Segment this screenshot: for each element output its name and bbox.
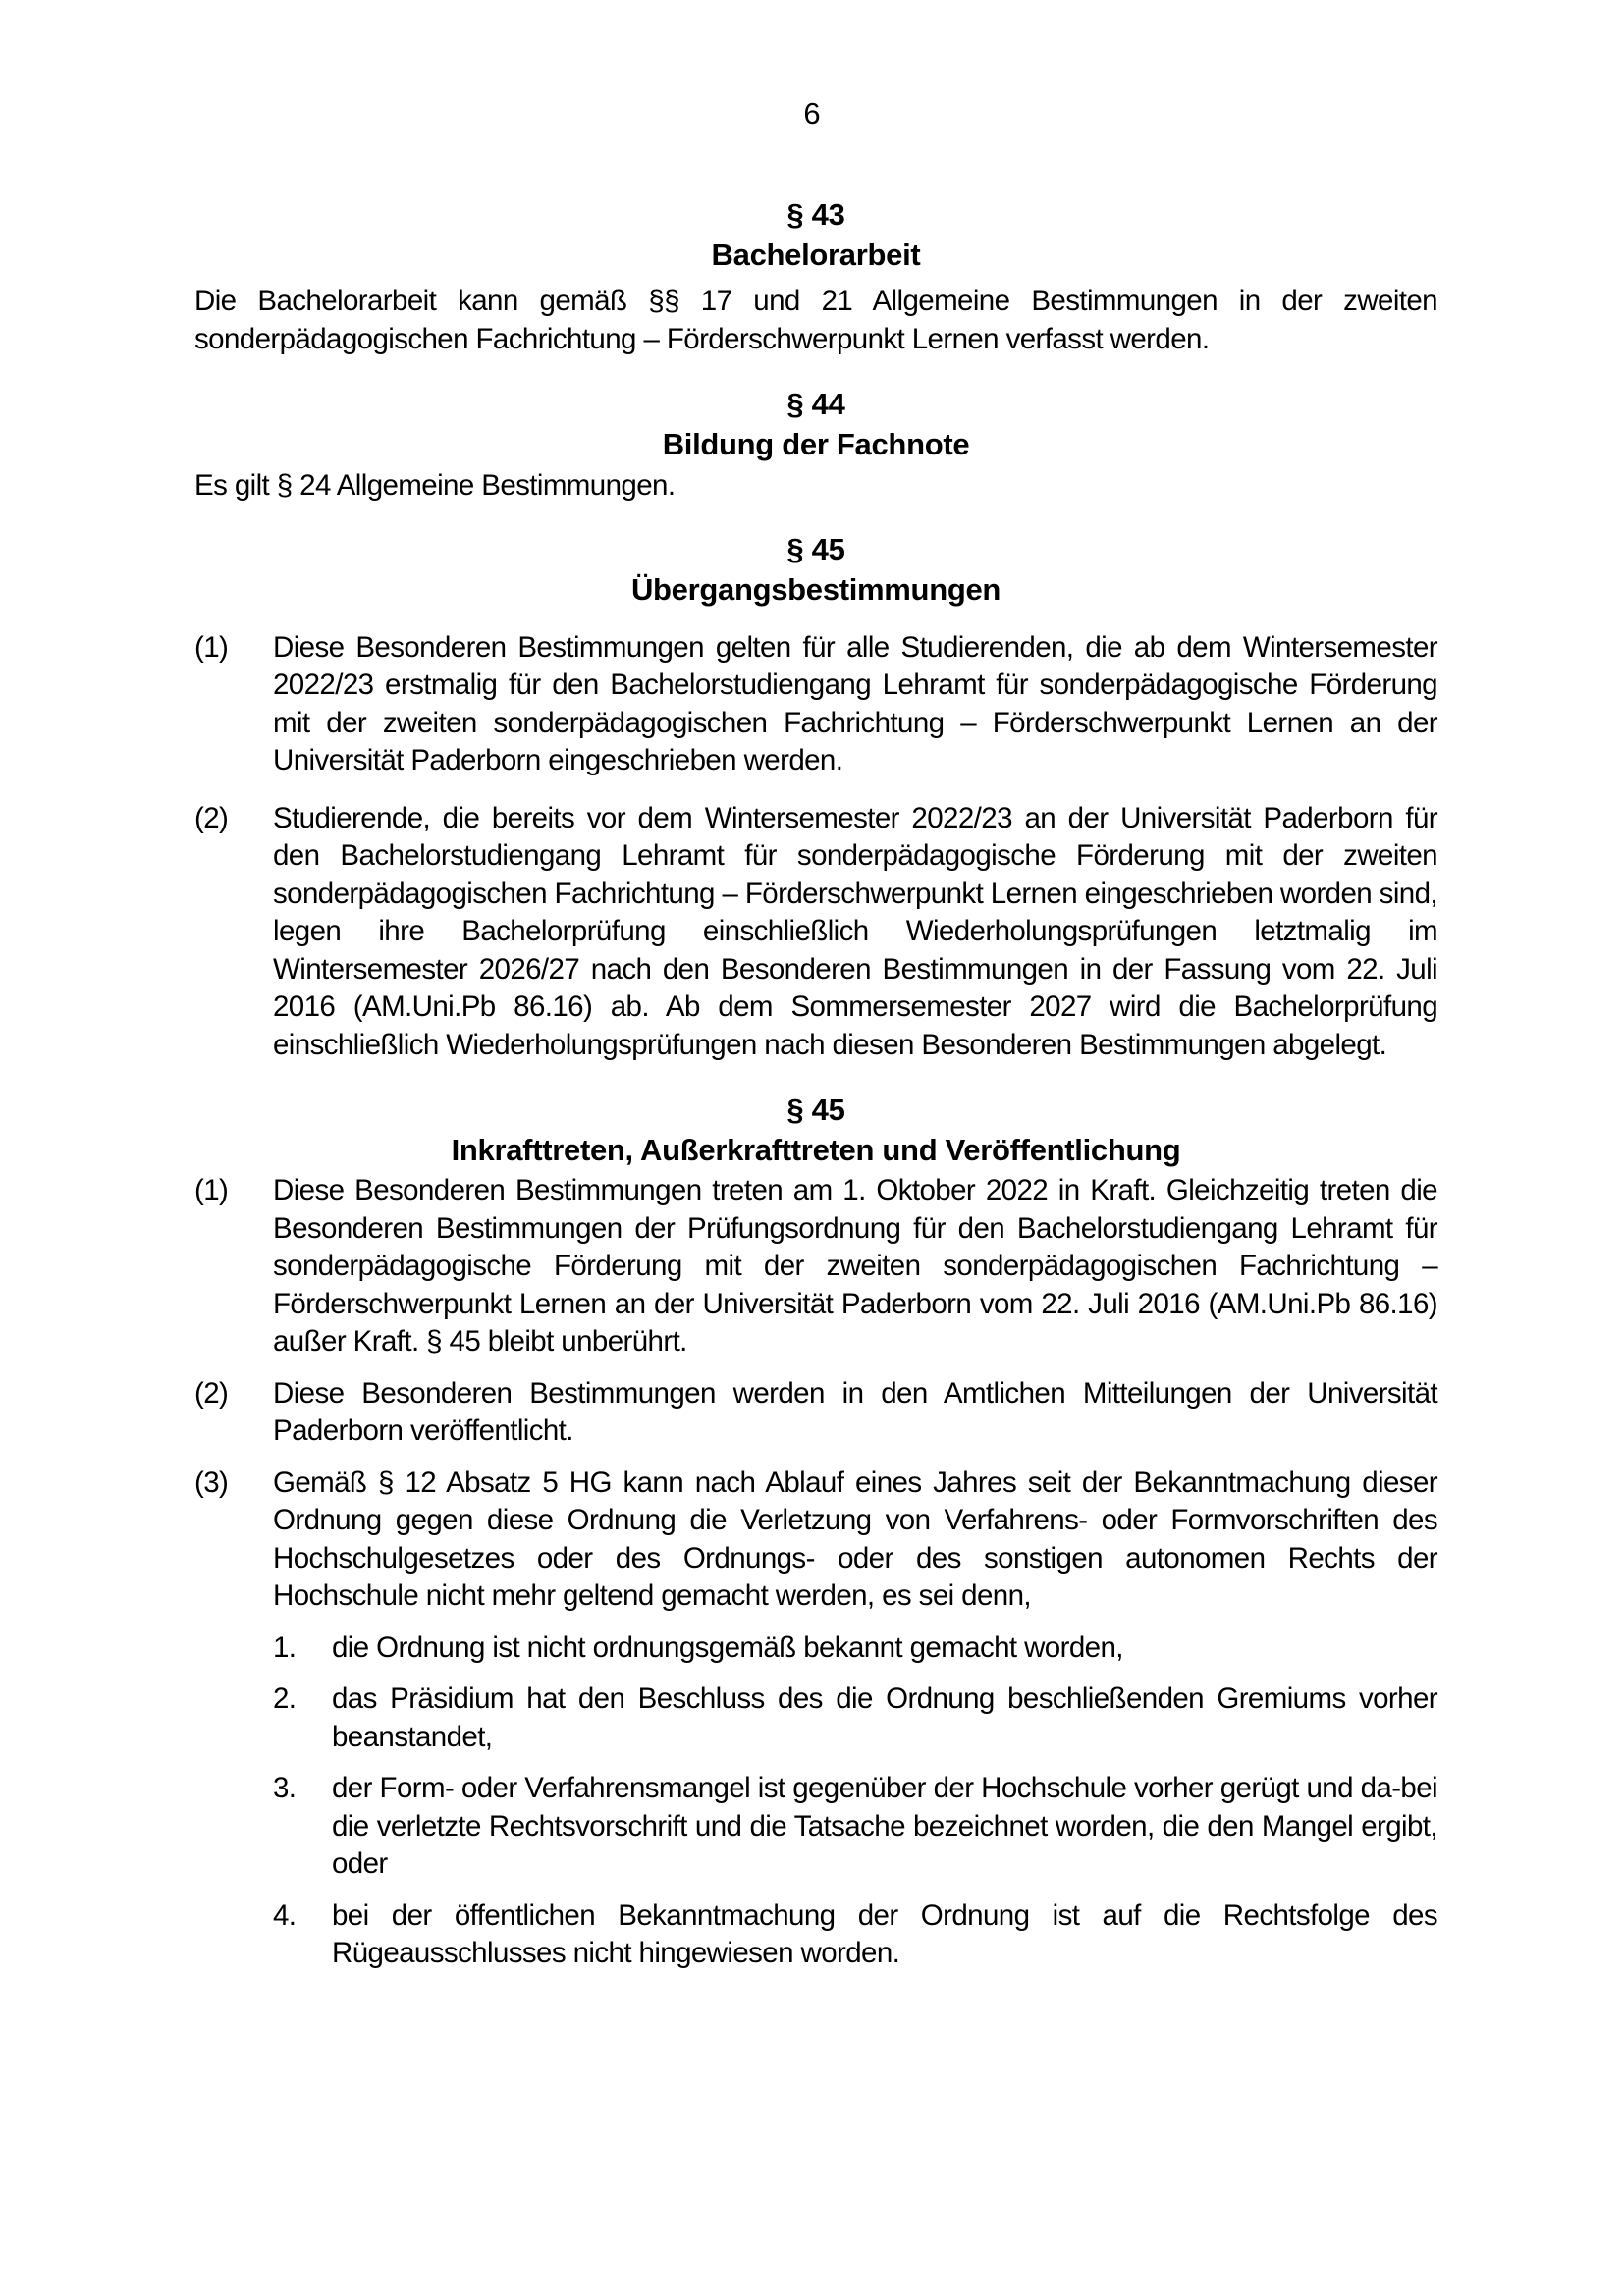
item-text: Diese Besonderen Bestimmungen treten am 1. Oktober 2022 in Kraft. Gleichzeitig treten die Besonderen Bestimmungen der Prüfungsordnung für den Bachelorstudiengang Lehramt für sonderpädagogische Förderung mit der zweiten sonderpädagogischen Fachrichtung – Förderschwerpunkt Lernen an der Universität Paderborn vom 22. Juli 2016 (AM.Uni.Pb 86.16) außer Kraft. § 45 bleibt unberührt.: [273, 1174, 1437, 1358]
item-number: (3): [194, 1466, 229, 1499]
sub-item-text: bei der öffentlichen Bekanntmachung der Ordnung ist auf die Rechtsfolge des Rügeausschlusses nicht hingewiesen worden.: [332, 1898, 1437, 1969]
document-content: [194, 194, 1437, 1973]
sub-item-number: 3.: [273, 1772, 297, 1804]
list-item: [194, 1375, 1437, 1451]
list-item: [194, 1172, 1437, 1362]
item-number: (2): [194, 801, 229, 834]
section-heading-45-transition: [194, 529, 1437, 610]
section-heading-43: [194, 194, 1437, 275]
section-number: § 44: [786, 387, 845, 421]
item-text: Diese Besonderen Bestimmungen gelten für alle Studierenden, die ab dem Wintersemester 2022/23 erstmalig für den Bachelorstudiengang Lehramt für sonderpädagogische Förderung mit der zweiten sonderpädagogischen Fachrichtung – Förderschwerpunkt Lernen an der Universität Paderborn eingeschrieben werden.: [273, 630, 1437, 776]
item-number: (2): [194, 1376, 229, 1410]
item-number: (1): [194, 1174, 229, 1206]
sub-item-text: der Form- oder Verfahrensmangel ist gegenüber der Hochschule vorher gerügt und da-bei die verletzte Rechtsvorschrift und die Tatsache bezeichnet worden, die den Mangel ergibt, oder: [332, 1772, 1437, 1880]
sub-item-number: 1.: [273, 1630, 297, 1664]
sub-list-item: [273, 1770, 1437, 1884]
sub-item-text: die Ordnung ist nicht ordnungsgemäß bekannt gemacht worden,: [332, 1630, 1123, 1664]
item-number: (1): [194, 630, 229, 664]
section-heading-44: [194, 384, 1437, 464]
sub-list-item: [273, 1897, 1437, 1973]
list-item: [194, 1465, 1437, 1616]
section-title: Übergangsbestimmungen: [630, 571, 1001, 607]
page-number: 6: [803, 96, 821, 131]
sub-list-item: [273, 1681, 1437, 1756]
section-number: § 45: [786, 531, 845, 566]
sub-item-text: das Präsidium hat den Beschluss des die Ordnung beschließenden Gremiums vorher beanstandet,: [332, 1682, 1437, 1753]
section-title: Bildung der Fachnote: [662, 427, 970, 461]
section-43-text: Die Bachelorarbeit kann gemäß §§ 17 und 21 Allgemeine Bestimmungen in der zweiten sonderpädagogischen Fachrichtung – Förderschwerpunkt Lernen verfasst werden.: [194, 285, 1437, 355]
section-heading-45-entry-into-force: [194, 1090, 1437, 1170]
section-number: § 45: [786, 1093, 845, 1127]
list-item: [194, 629, 1437, 780]
sub-list-item: [273, 1629, 1437, 1668]
section-44-text: Es gilt § 24 Allgemeine Bestimmungen.: [194, 469, 676, 502]
section-number: § 43: [786, 197, 845, 232]
list-item: [194, 800, 1437, 1065]
item-text: Studierende, die bereits vor dem Wintersemester 2022/23 an der Universität Paderborn für den Bachelorstudiengang Lehramt für sonderpädagogische Förderung mit der zweiten sonderpädagogischen Fachrichtung – Förderschwerpunkt Lernen eingeschrieben worden sind, legen ihre Bachelorprüfung einschließlich Wiederholungsprüfungen letztmalig im Wintersemester 2026/27 nach den Besonderen Bestimmungen in der Fassung vom 22. Juli 2016 (AM.Uni.Pb 86.16) ab. Ab dem Sommersemester 2027 wird die Bachelorprüfung einschließlich Wiederholungsprüfungen nach diesen Besonderen Bestimmungen abgelegt.: [273, 801, 1437, 1061]
sub-item-number: 2.: [273, 1682, 297, 1715]
section-title: Bachelorarbeit: [711, 238, 921, 272]
sub-item-number: 4.: [273, 1898, 297, 1932]
item-text: Gemäß § 12 Absatz 5 HG kann nach Ablauf eines Jahres seit der Bekanntmachung dieser Ordnung gegen diese Ordnung die Verletzung von Verfahrens- oder Formvorschriften des Hochschulgesetzes oder des Ordnungs- oder des sonstigen autonomen Rechts der Hochschule nicht mehr geltend gemacht werden, es sei denn,: [273, 1466, 1437, 1612]
item-text: Diese Besonderen Bestimmungen werden in den Amtlichen Mitteilungen der Universität Paderborn veröffentlicht.: [273, 1376, 1437, 1447]
section-title: Inkrafttreten, Außerkrafttreten und Veröffentlichung: [451, 1133, 1181, 1167]
